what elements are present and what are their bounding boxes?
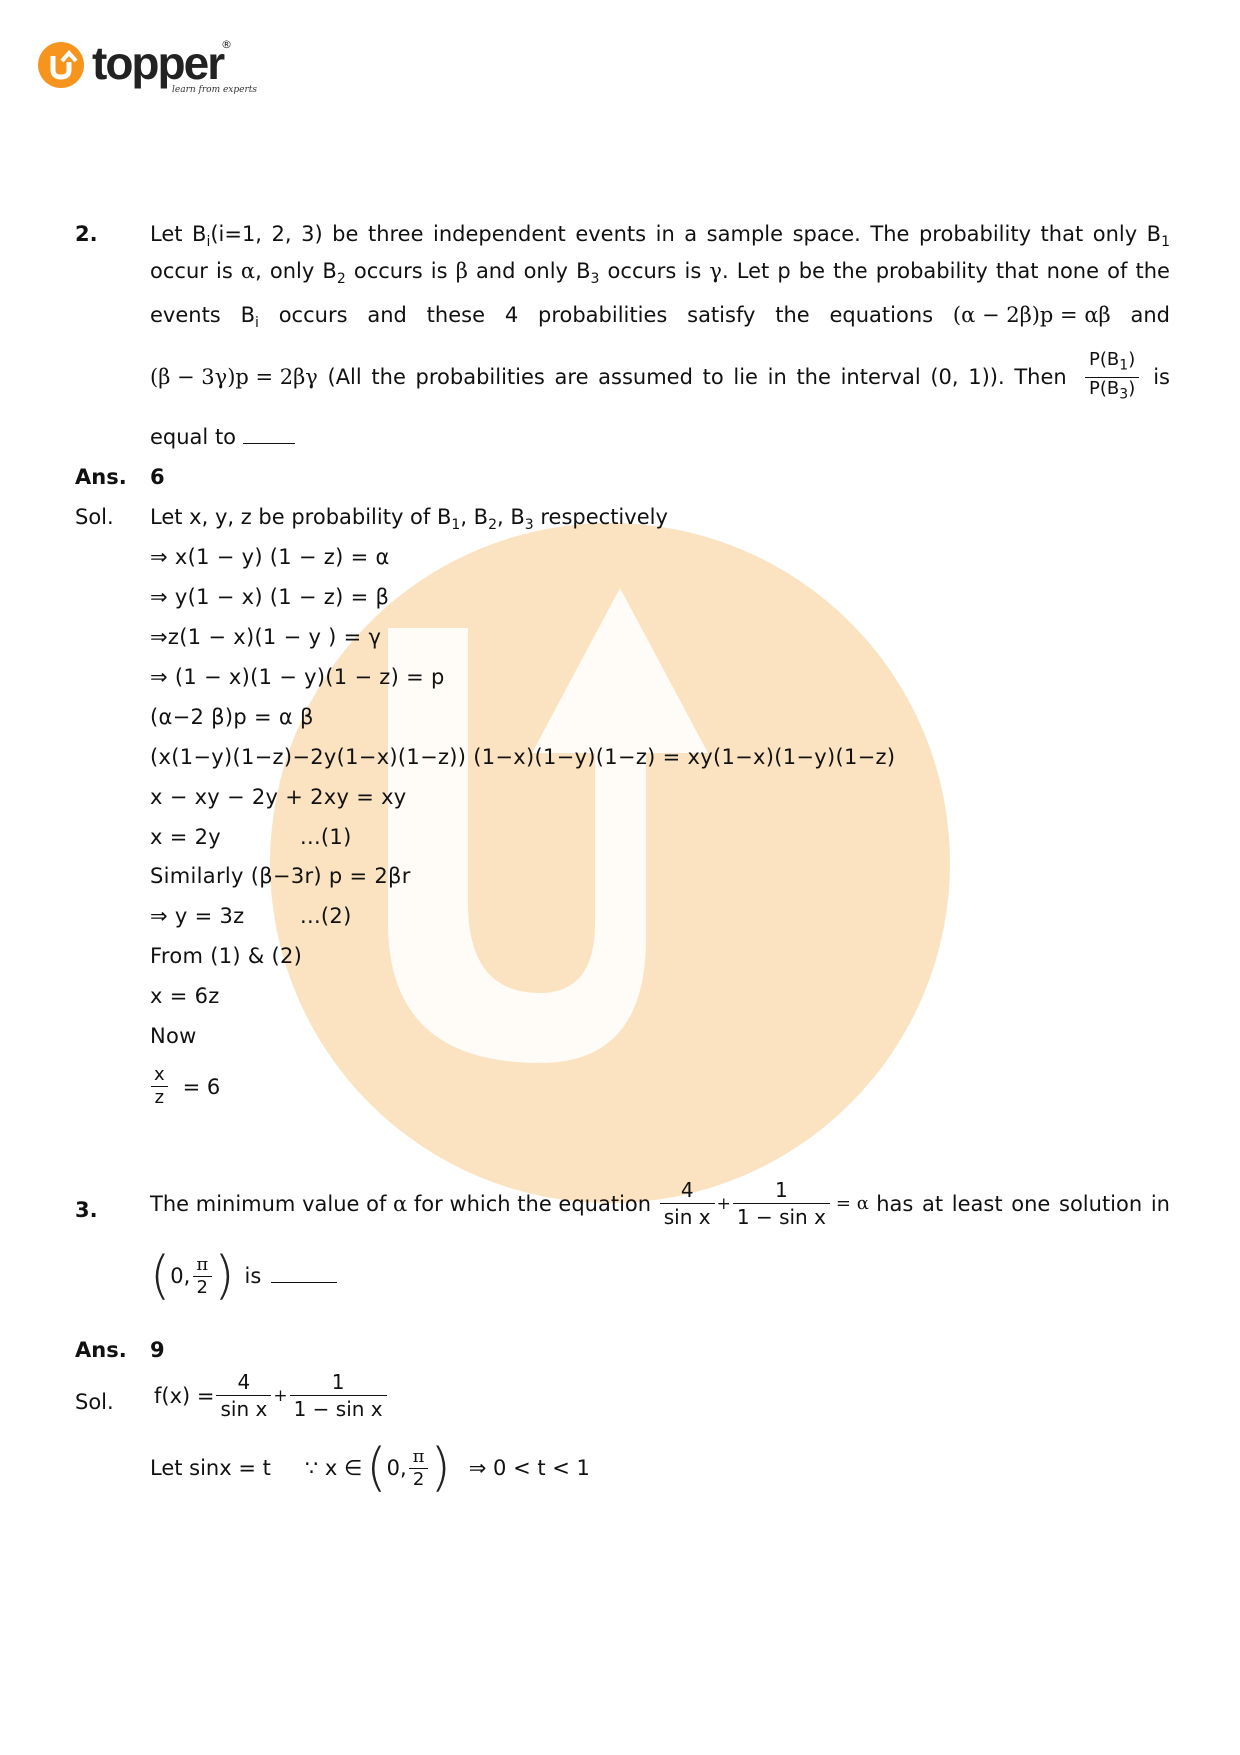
q3-fx: f(x) = $\frac{4}{\text{sin x}}$ + $\frac{1}{\text{1 − sin x}}$ [150, 1370, 1170, 1421]
q2-similarly: Similarly (β−3r) p = 2βr [150, 864, 411, 888]
question-2-number: 2. [75, 222, 98, 246]
q2-line-2: occur is α, only $B_2$ occurs is β and only $B_3$ occurs is γ. Let p be the probability that none of the [150, 259, 1170, 288]
answer-blank [271, 1282, 337, 1283]
q2-step-1: ⇒ x(1 − y) (1 − z) = α [150, 545, 390, 569]
ratio-fraction: $\frac{P(B_1)}{P(B_3)}$ [1085, 350, 1139, 404]
q3-sol-label: Sol. [75, 1390, 114, 1414]
q3-ans-label: Ans. [75, 1338, 127, 1362]
q3-line-1: The minimum value of α for which the equation $\frac{4}{\text{sin x}}$ + $\frac{1}{\text{1 − sin x}}$ = α has at least one solution in [150, 1178, 1170, 1229]
q2-ans-label: Ans. [75, 465, 127, 489]
q2-sol-line-1: Let x, y, z be probability of $B_1$, $B_2$, $B_3$ respectively [150, 505, 668, 534]
q2-x6z: x = 6z [150, 984, 220, 1008]
q2-line-3: events $B_i$ occurs and these 4 probabilities satisfy the equations (α − 2β)p = αβ and [150, 303, 1170, 332]
registered-mark: ® [221, 38, 232, 51]
q2-step-6: (x(1−y)(1−z)−2y(1−x)(1−z)) (1−x)(1−y)(1−z) = xy(1−x)(1−y)(1−z) [150, 745, 896, 769]
q2-eq-1: x = 2y ...(1) [150, 825, 352, 849]
q2-line-5: equal to [150, 425, 1170, 449]
topper-tagline: learn from experts [172, 85, 258, 95]
q2-step-3: ⇒z(1 − x)(1 − y ) = γ [150, 625, 382, 649]
q2-step-2: ⇒ y(1 − x) (1 − z) = β [150, 585, 390, 609]
q2-step-7: x − xy − 2y + 2xy = xy [150, 785, 407, 809]
q2-line-1: Let $B_i(i=1$, 2, 3) be three independent events in a sample space. The probability that only $B_1$ [150, 222, 1170, 251]
topper-wordmark: topper [92, 37, 224, 89]
q2-final: $\frac{x}{z}$ = 6 [150, 1065, 1170, 1108]
q2-now: Now [150, 1024, 197, 1048]
q2-line-4: (β − 3γ)p = 2βγ (All the probabilities are assumed to lie in the interval (0, 1)). Then $\frac{P(B_1)}{P(B_3)}$ is [150, 349, 1170, 403]
q2-ans-value: 6 [150, 465, 165, 489]
q2-step-4: ⇒ (1 − x)(1 − y)(1 − z) = p [150, 665, 445, 689]
q3-ans-value: 9 [150, 1338, 165, 1362]
q3-let: Let sinx = t ∵ x ∈ ( 0, $\frac{\pi}{2}$ ) ⇒ 0 < t < 1 [150, 1438, 590, 1498]
q2-sol-label: Sol. [75, 505, 114, 529]
q2-step-5: (α−2 β)p = α β [150, 705, 314, 729]
answer-blank [243, 443, 295, 444]
q2-eq-2: ⇒ y = 3z ...(2) [150, 904, 352, 928]
q2-from: From (1) & (2) [150, 944, 303, 968]
interval-0-pi-over-2: ( 0, $\frac{\pi}{2}$ ) [150, 1246, 235, 1306]
question-3-number: 3. [75, 1198, 98, 1222]
q3-line-2: ( 0, $\frac{\pi}{2}$ ) is [150, 1250, 1170, 1302]
